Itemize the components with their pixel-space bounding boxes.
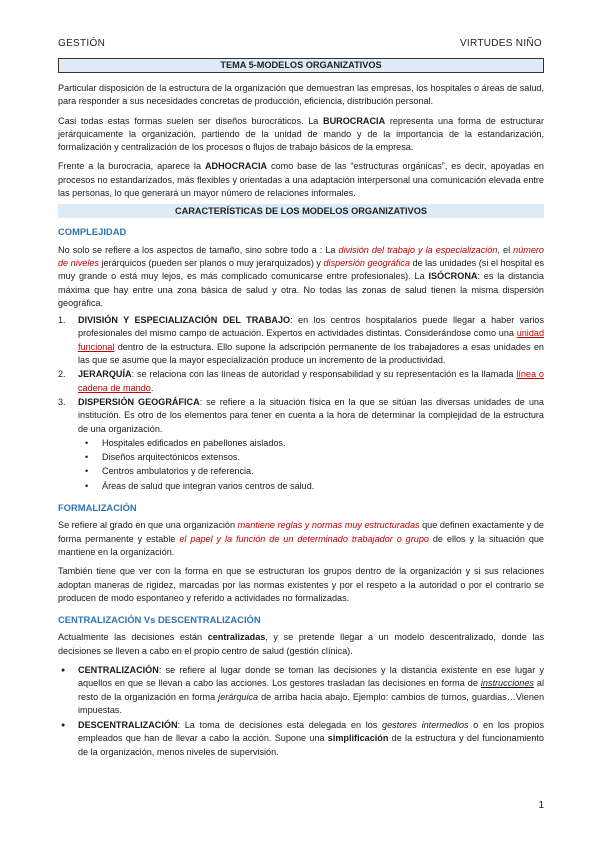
text-run: dentro de la estructura. Ello supone la adscripción permanente de los trabajadores a esas unidades en las que se asume que la mayor especialización produce un incremento de la productividad.: [78, 341, 544, 366]
text-run: de las unidades (si el hospital es muy grande o está muy lejos, es más complicado comunicarse entre profesionales). La: [58, 257, 545, 282]
formalizacion-paragraph-2: También tiene que ver con la forma en que se estructuran los grupos dentro de la organización y si sus relaciones adoptan maneras de rigidez, marcadas por las normas existentes y por el respeto a la autoridad o por el contrario se producen de modo espontaneo y referido a actividades no formalizadas.: [58, 566, 544, 603]
text-run: , y se pretende llegar a un modelo descentralizado, donde las decisiones se lleven a cabo en el propio centro de salud (gestión clínica).: [58, 632, 544, 656]
text-run: : es la distancia máxima que hay entre una zona básica de salud y otra. No todas las zonas de salud tienen la misma dispersión geográfica.: [58, 271, 544, 308]
text-run: de la estructura y del funcionamiento de la organización, menos niveles de supervisión.: [78, 733, 544, 757]
complejidad-list: [58, 314, 544, 493]
text-run: : se refiere al lugar donde se toman las decisiones y la distancia existente en ese lugar y aquellos en que se llevan a cabo las acciones. Los gestores trasladan las decisiones en forma de: [78, 664, 544, 689]
emphasis-text: división del trabajo y la especialización: [338, 244, 498, 255]
term-simplificacion: simplificación: [327, 733, 389, 744]
text-run: Casi todas estas formas suelen ser diseños burocráticos. La: [58, 115, 323, 126]
emphasis-text: número de niveles: [58, 244, 544, 268]
emphasis-text: dispersión geográfica: [323, 257, 410, 268]
sub-list-item: • Diseños arquitectónicos extensos.: [78, 451, 544, 464]
text-run: que definen exactamente y de forma permanente y estable: [58, 520, 544, 544]
heading-complejidad: COMPLEJIDAD: [58, 226, 127, 238]
list-item: [58, 314, 544, 367]
item-term: JERARQUÍA: [78, 369, 132, 380]
unidad-funcional-link[interactable]: unidad funcional: [78, 328, 544, 352]
emphasis-text: instrucciones: [480, 678, 534, 689]
item-number: 1.: [58, 315, 66, 326]
text-run: : se refiere a la situación física en la que se sitúan las diversas unidades de una institución. Es otro de los elementos para tener en cuenta a la hora de determinar la complejidad de la estructura de una organización.: [78, 396, 544, 434]
text-run: , el: [497, 244, 514, 255]
centralizacion-paragraph: [58, 631, 544, 658]
intro-paragraph-1: Particular disposición de la estructura de la organización que demuestran las empresas, los hospitales o áreas de salud, para responder a sus necesidades concretas de producción, eficiencia, distribución personal.: [58, 83, 544, 107]
text-run: o en los propios empleados que han de llevar a cabo la acción. Supone una: [78, 720, 544, 744]
item-term: CENTRALIZACIÓN: [78, 664, 159, 675]
text-run: como base de las “estructuras orgánicas”, es decir, apoyadas en procesos no estandarizados, más flexibles y orientadas a una adaptación interpersonal una comunicación elevada entre las personas, lo que generará un mayor número de relaciones informales.: [58, 161, 544, 199]
text-run: de ellos y la situación que mantiene en la organización.: [58, 533, 544, 557]
text-run: Actualmente las decisiones están: [58, 632, 208, 643]
centralizacion-list: [58, 664, 544, 759]
text-run: No solo se refiere a los aspectos de tamaño, sino sobre todo a : La: [58, 244, 339, 255]
term-isocrona: ISÓCRONA: [428, 271, 478, 282]
text-run: jerárquicos (pueden ser planos o muy jerarquizados) y: [98, 257, 324, 268]
text-run: al resto de la organización en forma: [78, 678, 544, 702]
item-term: DISPERSIÓN GEOGRÁFICA: [78, 396, 200, 407]
emphasis-text: el papel y la función de un determinado trabajador o grupo: [179, 533, 429, 544]
text-run: : se relaciona con las líneas de autoridad y responsabilidad y su representación es la llamada: [131, 369, 517, 380]
text-run: .: [150, 382, 154, 393]
page-title: TEMA 5-MODELOS ORGANIZATIVOS: [58, 58, 544, 73]
text-run: Se refiere al grado en que una organización: [58, 520, 238, 531]
document-body: [58, 58, 544, 759]
term-centralizadas: centralizadas: [207, 632, 266, 643]
text-run: Frente a la burocracia, aparece la: [58, 161, 205, 172]
sub-list-item: • Áreas de salud que integran varios centros de salud.: [78, 480, 544, 493]
text-run: representa una forma de estructurar jerárquicamente la organización, partiendo de la unidad de mando y de la importancia de la estandarización, formalización y centralización de los procesos o flujos de trabajo básicos de la empresa.: [58, 115, 544, 153]
intro-paragraph-2: [58, 115, 544, 155]
text-run: de arriba hacia abajo. Ejemplo: cambios de turnos, guardias…Vienen impuestas.: [78, 691, 545, 715]
text-run: : La toma de decisiones esta delegada en los: [177, 720, 383, 731]
list-item: [58, 664, 544, 717]
item-term: DIVISIÓN Y ESPECIALIZACIÓN DEL TRABAJO: [78, 315, 291, 326]
formalizacion-paragraph-1: [58, 519, 544, 559]
list-item: [58, 368, 544, 395]
emphasis-text: gestores intermedios: [382, 720, 469, 731]
sub-list: [78, 437, 544, 493]
item-term: DESCENTRALIZACIÓN: [78, 720, 178, 731]
heading-centralizacion: CENTRALIZACIÓN Vs DESCENTRALIZACIÓN: [58, 614, 261, 626]
sub-list-item: • Centros ambulatorios y de referencia.: [78, 465, 544, 478]
page-number: 1: [538, 800, 544, 811]
header-author: VIRTUDES NIÑO: [459, 38, 542, 49]
header-subject: GESTIÓN: [58, 38, 106, 49]
term-burocracia: BUROCRACIA: [323, 115, 386, 126]
intro-paragraph-3: [58, 160, 544, 200]
cadena-de-mando-link[interactable]: línea o cadena de mando: [78, 369, 544, 393]
item-number: 3.: [58, 396, 66, 407]
item-number: 2.: [58, 369, 66, 380]
emphasis-text: mantiene reglas y normas muy estructuradas: [237, 520, 420, 531]
term-adhocracia: ADHOCRACIA: [204, 161, 268, 172]
section-band: CARACTERÍSTICAS DE LOS MODELOS ORGANIZATIVOS: [58, 204, 544, 218]
emphasis-text: jerárquica: [218, 691, 259, 702]
list-item: [58, 719, 544, 759]
text-run: : en los centros hospitalarios puede llegar a haber varios profesionales del mismo campo de actuación. Expertos en actividades distintas. Considerándose como una: [78, 315, 544, 339]
heading-formalizacion: FORMALIZACIÓN: [58, 502, 137, 514]
sub-list-item: • Hospitales edificados en pabellones aislados.: [78, 437, 544, 450]
list-item: [58, 396, 544, 493]
complejidad-paragraph: [58, 244, 544, 310]
